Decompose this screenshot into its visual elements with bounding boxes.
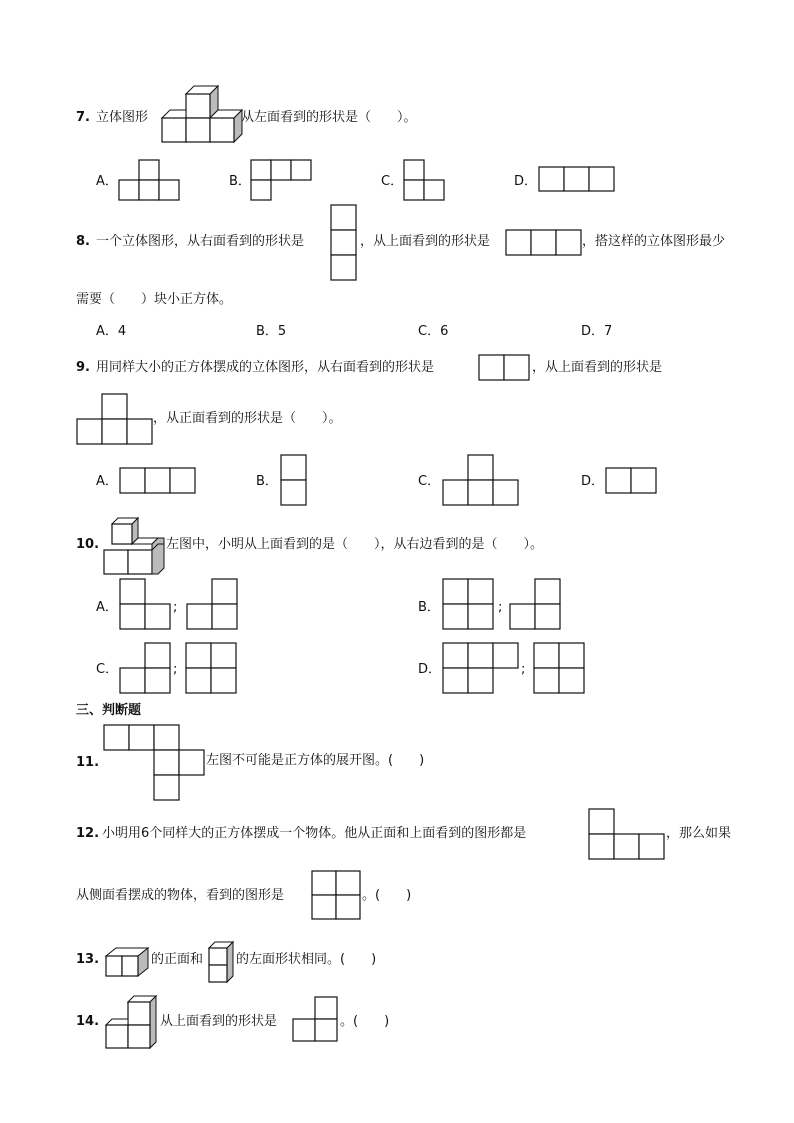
- q9-text-line2: ，从正面看到的形状是（ ）。: [153, 411, 342, 426]
- q7-option-b-label[interactable]: B．: [229, 174, 251, 189]
- q13-horizontal-block-figure: [104, 944, 150, 978]
- q12-number: 12.: [76, 826, 100, 841]
- q10-option-d-label[interactable]: D．: [418, 662, 442, 677]
- q12-text-end: ，那么如果: [666, 826, 732, 841]
- q7-number: 7.: [76, 110, 90, 125]
- q10-option-c-separator: ;: [173, 662, 178, 677]
- q14-top-view-figure: [292, 996, 340, 1044]
- q14-solid-figure: [104, 994, 160, 1050]
- q7-option-c-figure[interactable]: [404, 159, 446, 201]
- q10-option-b-separator: ;: [498, 600, 503, 615]
- q10-option-b-figure-1[interactable]: [442, 578, 496, 632]
- q13-text-start: 的正面和: [151, 952, 204, 967]
- q9-number: 9.: [76, 360, 90, 375]
- q10-number: 10.: [76, 537, 100, 552]
- q7-solid-figure: [156, 86, 240, 146]
- q8-number: 8.: [76, 234, 90, 249]
- q7-text-end: 从左面看到的形状是（ ）。: [241, 110, 417, 125]
- q9-option-d-label[interactable]: D．: [581, 474, 605, 489]
- q12-side-view-figure: [311, 870, 363, 922]
- q9-text-middle: ，从上面看到的形状是: [532, 360, 663, 375]
- q8-text-end: ，搭这样的立体图形最少: [582, 234, 726, 249]
- q9-option-c-label[interactable]: C．: [418, 474, 441, 489]
- q8-text-line2: 需要（ ）块小正方体。: [76, 292, 233, 307]
- q9-option-a-figure[interactable]: [119, 467, 197, 495]
- q10-option-d-separator: ;: [521, 662, 526, 677]
- q10-option-a-figure-2[interactable]: [186, 578, 240, 632]
- q9-right-view-figure: [478, 354, 532, 382]
- q9-top-view-figure: [76, 393, 154, 445]
- q12-front-top-view-figure: [588, 808, 666, 860]
- q9-option-a-label[interactable]: A．: [96, 474, 118, 489]
- q10-text: 左图中，小明从上面看到的是（ ），从右边看到的是（ ）。: [166, 537, 544, 552]
- q7-option-b-figure[interactable]: [251, 159, 313, 201]
- q10-option-c-label[interactable]: C．: [96, 662, 119, 677]
- q10-solid-figure: [102, 512, 168, 576]
- q12-text-line2-end: 。( ): [362, 888, 412, 903]
- q14-number: 14.: [76, 1014, 100, 1029]
- q8-option-d[interactable]: D．7: [581, 324, 613, 339]
- q8-option-a[interactable]: A．4: [96, 324, 127, 339]
- q9-option-d-figure[interactable]: [605, 467, 659, 495]
- section-title-true-false: 三、判断题: [76, 703, 142, 718]
- q8-text-start: 一个立体图形，从右面看到的形状是: [96, 234, 305, 249]
- q7-option-d-label[interactable]: D．: [514, 174, 538, 189]
- q13-vertical-block-figure: [207, 940, 237, 984]
- q10-option-d-figure-2[interactable]: [533, 642, 587, 696]
- q10-option-c-figure-2[interactable]: [185, 642, 239, 696]
- q7-option-a-figure[interactable]: [119, 159, 181, 201]
- q7-text-start: 立体图形: [96, 110, 149, 125]
- q14-text-start: 从上面看到的形状是: [160, 1014, 278, 1029]
- q8-option-c[interactable]: C．6: [418, 324, 449, 339]
- q7-option-c-label[interactable]: C．: [381, 174, 404, 189]
- q7-option-d-figure[interactable]: [538, 166, 616, 192]
- q8-right-view-figure: [330, 204, 358, 282]
- q11-number: 11.: [76, 755, 100, 770]
- q10-option-a-separator: ;: [173, 600, 178, 615]
- q12-text-line2: 从侧面看摆成的物体，看到的图形是: [76, 888, 285, 903]
- q9-option-c-figure[interactable]: [442, 454, 520, 508]
- q7-option-a-label[interactable]: A．: [96, 174, 118, 189]
- q14-text-end: 。( ): [340, 1014, 390, 1029]
- q9-option-b-label[interactable]: B．: [256, 474, 278, 489]
- q10-option-a-figure-1[interactable]: [119, 578, 173, 632]
- q13-number: 13.: [76, 952, 100, 967]
- q8-text-middle: ，从上面看到的形状是: [360, 234, 491, 249]
- q10-option-c-figure-1[interactable]: [119, 642, 173, 696]
- q8-option-b[interactable]: B．5: [256, 324, 287, 339]
- q10-option-b-label[interactable]: B．: [418, 600, 440, 615]
- q13-text-end: 的左面形状相同。( ): [236, 952, 377, 967]
- q9-text-start: 用同样大小的正方体摆成的立体图形，从右面看到的形状是: [96, 360, 435, 375]
- q8-top-view-figure: [505, 229, 583, 257]
- q12-text-start: 小明用6个同样大的正方体摆成一个物体。他从正面和上面看到的图形都是: [102, 826, 527, 841]
- q11-cube-net-figure: [103, 724, 207, 802]
- q10-option-b-figure-2[interactable]: [509, 578, 563, 632]
- q11-text: 左图不可能是正方体的展开图。( ): [206, 753, 425, 768]
- q10-option-a-label[interactable]: A．: [96, 600, 118, 615]
- q10-option-d-figure-1[interactable]: [442, 642, 520, 696]
- q9-option-b-figure[interactable]: [280, 454, 308, 508]
